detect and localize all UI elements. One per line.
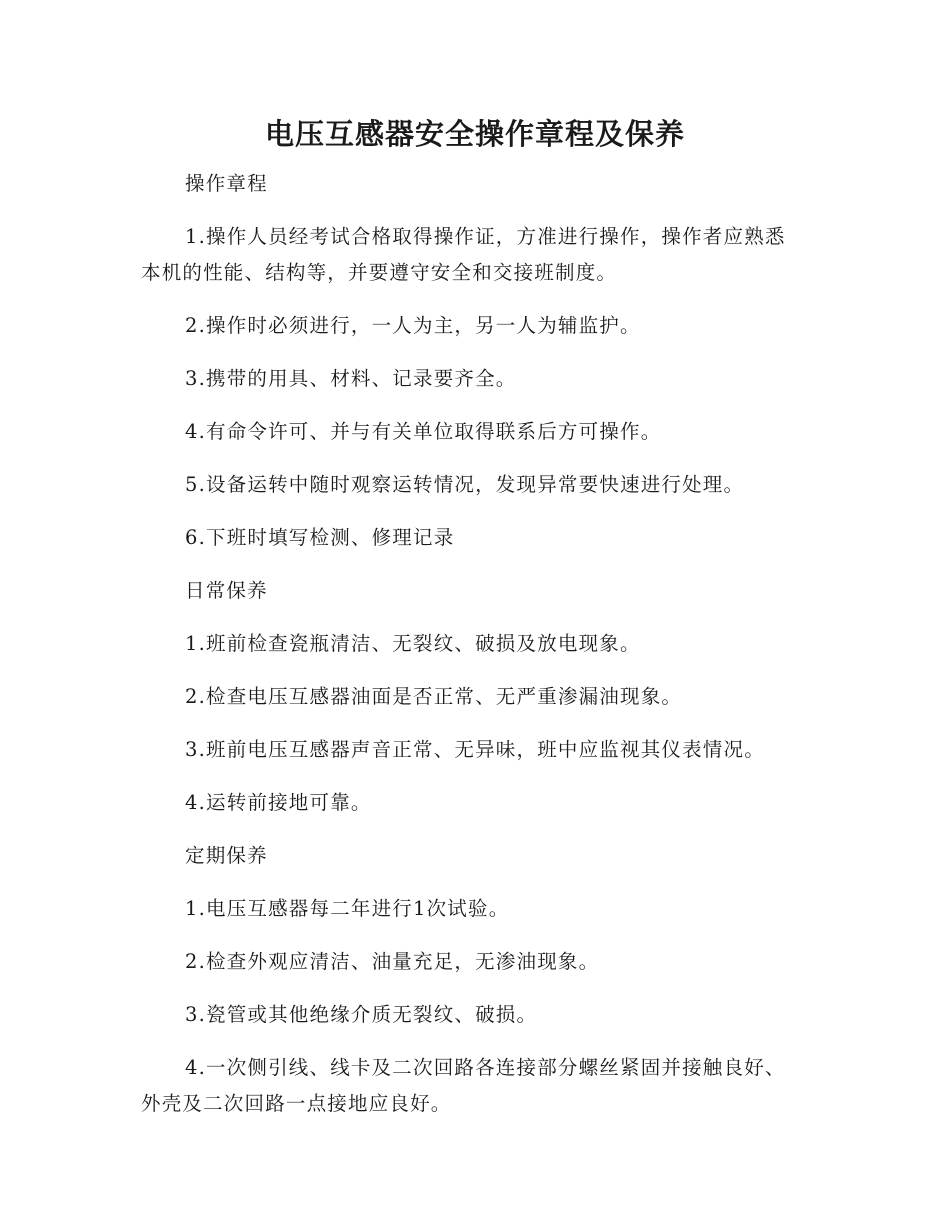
operation-item-5: 5.设备运转中随时观察运转情况，发现异常要快速进行处理。 — [185, 473, 745, 496]
operation-item-4: 4.有命令许可、并与有关单位取得联系后方可操作。 — [185, 420, 662, 443]
document-title: 电压互感器安全操作章程及保养 — [264, 117, 685, 151]
operation-item-1: 1.操作人员经考试合格取得操作证，方准进行操作，操作者应熟悉本机的性能、结构等，并要遵守安全和交接班制度。 — [141, 225, 786, 284]
daily-item-1: 1.班前检查瓷瓶清洁、无裂纹、破损及放电现象。 — [185, 632, 641, 655]
operation-item-3: 3.携带的用具、材料、记录要齐全。 — [185, 367, 517, 390]
operation-item-2: 2.操作时必须进行，一人为主，另一人为辅监护。 — [185, 314, 641, 337]
periodic-item-1: 1.电压互感器每二年进行1次试验。 — [185, 897, 510, 920]
daily-item-2: 2.检查电压互感器油面是否正常、无严重渗漏油现象。 — [185, 685, 683, 708]
periodic-item-3: 3.瓷管或其他绝缘介质无裂纹、破损。 — [185, 1003, 538, 1026]
periodic-item-4: 4.一次侧引线、线卡及二次回路各连接部分螺丝紧固并接触良好、外壳及二次回路一点接地应良好。 — [141, 1056, 786, 1115]
section-heading-periodic-maintenance: 定期保养 — [185, 844, 268, 867]
daily-item-3: 3.班前电压互感器声音正常、无异味，班中应监视其仪表情况。 — [185, 738, 765, 761]
section-heading-daily-maintenance: 日常保养 — [185, 579, 268, 602]
document-body — [141, 166, 801, 1122]
section-heading-operation: 操作章程 — [185, 172, 268, 195]
operation-item-6: 6.下班时填写检测、修理记录 — [185, 526, 455, 549]
periodic-item-2: 2.检查外观应清洁、油量充足，无渗油现象。 — [185, 950, 600, 973]
daily-item-4: 4.运转前接地可靠。 — [185, 791, 372, 814]
